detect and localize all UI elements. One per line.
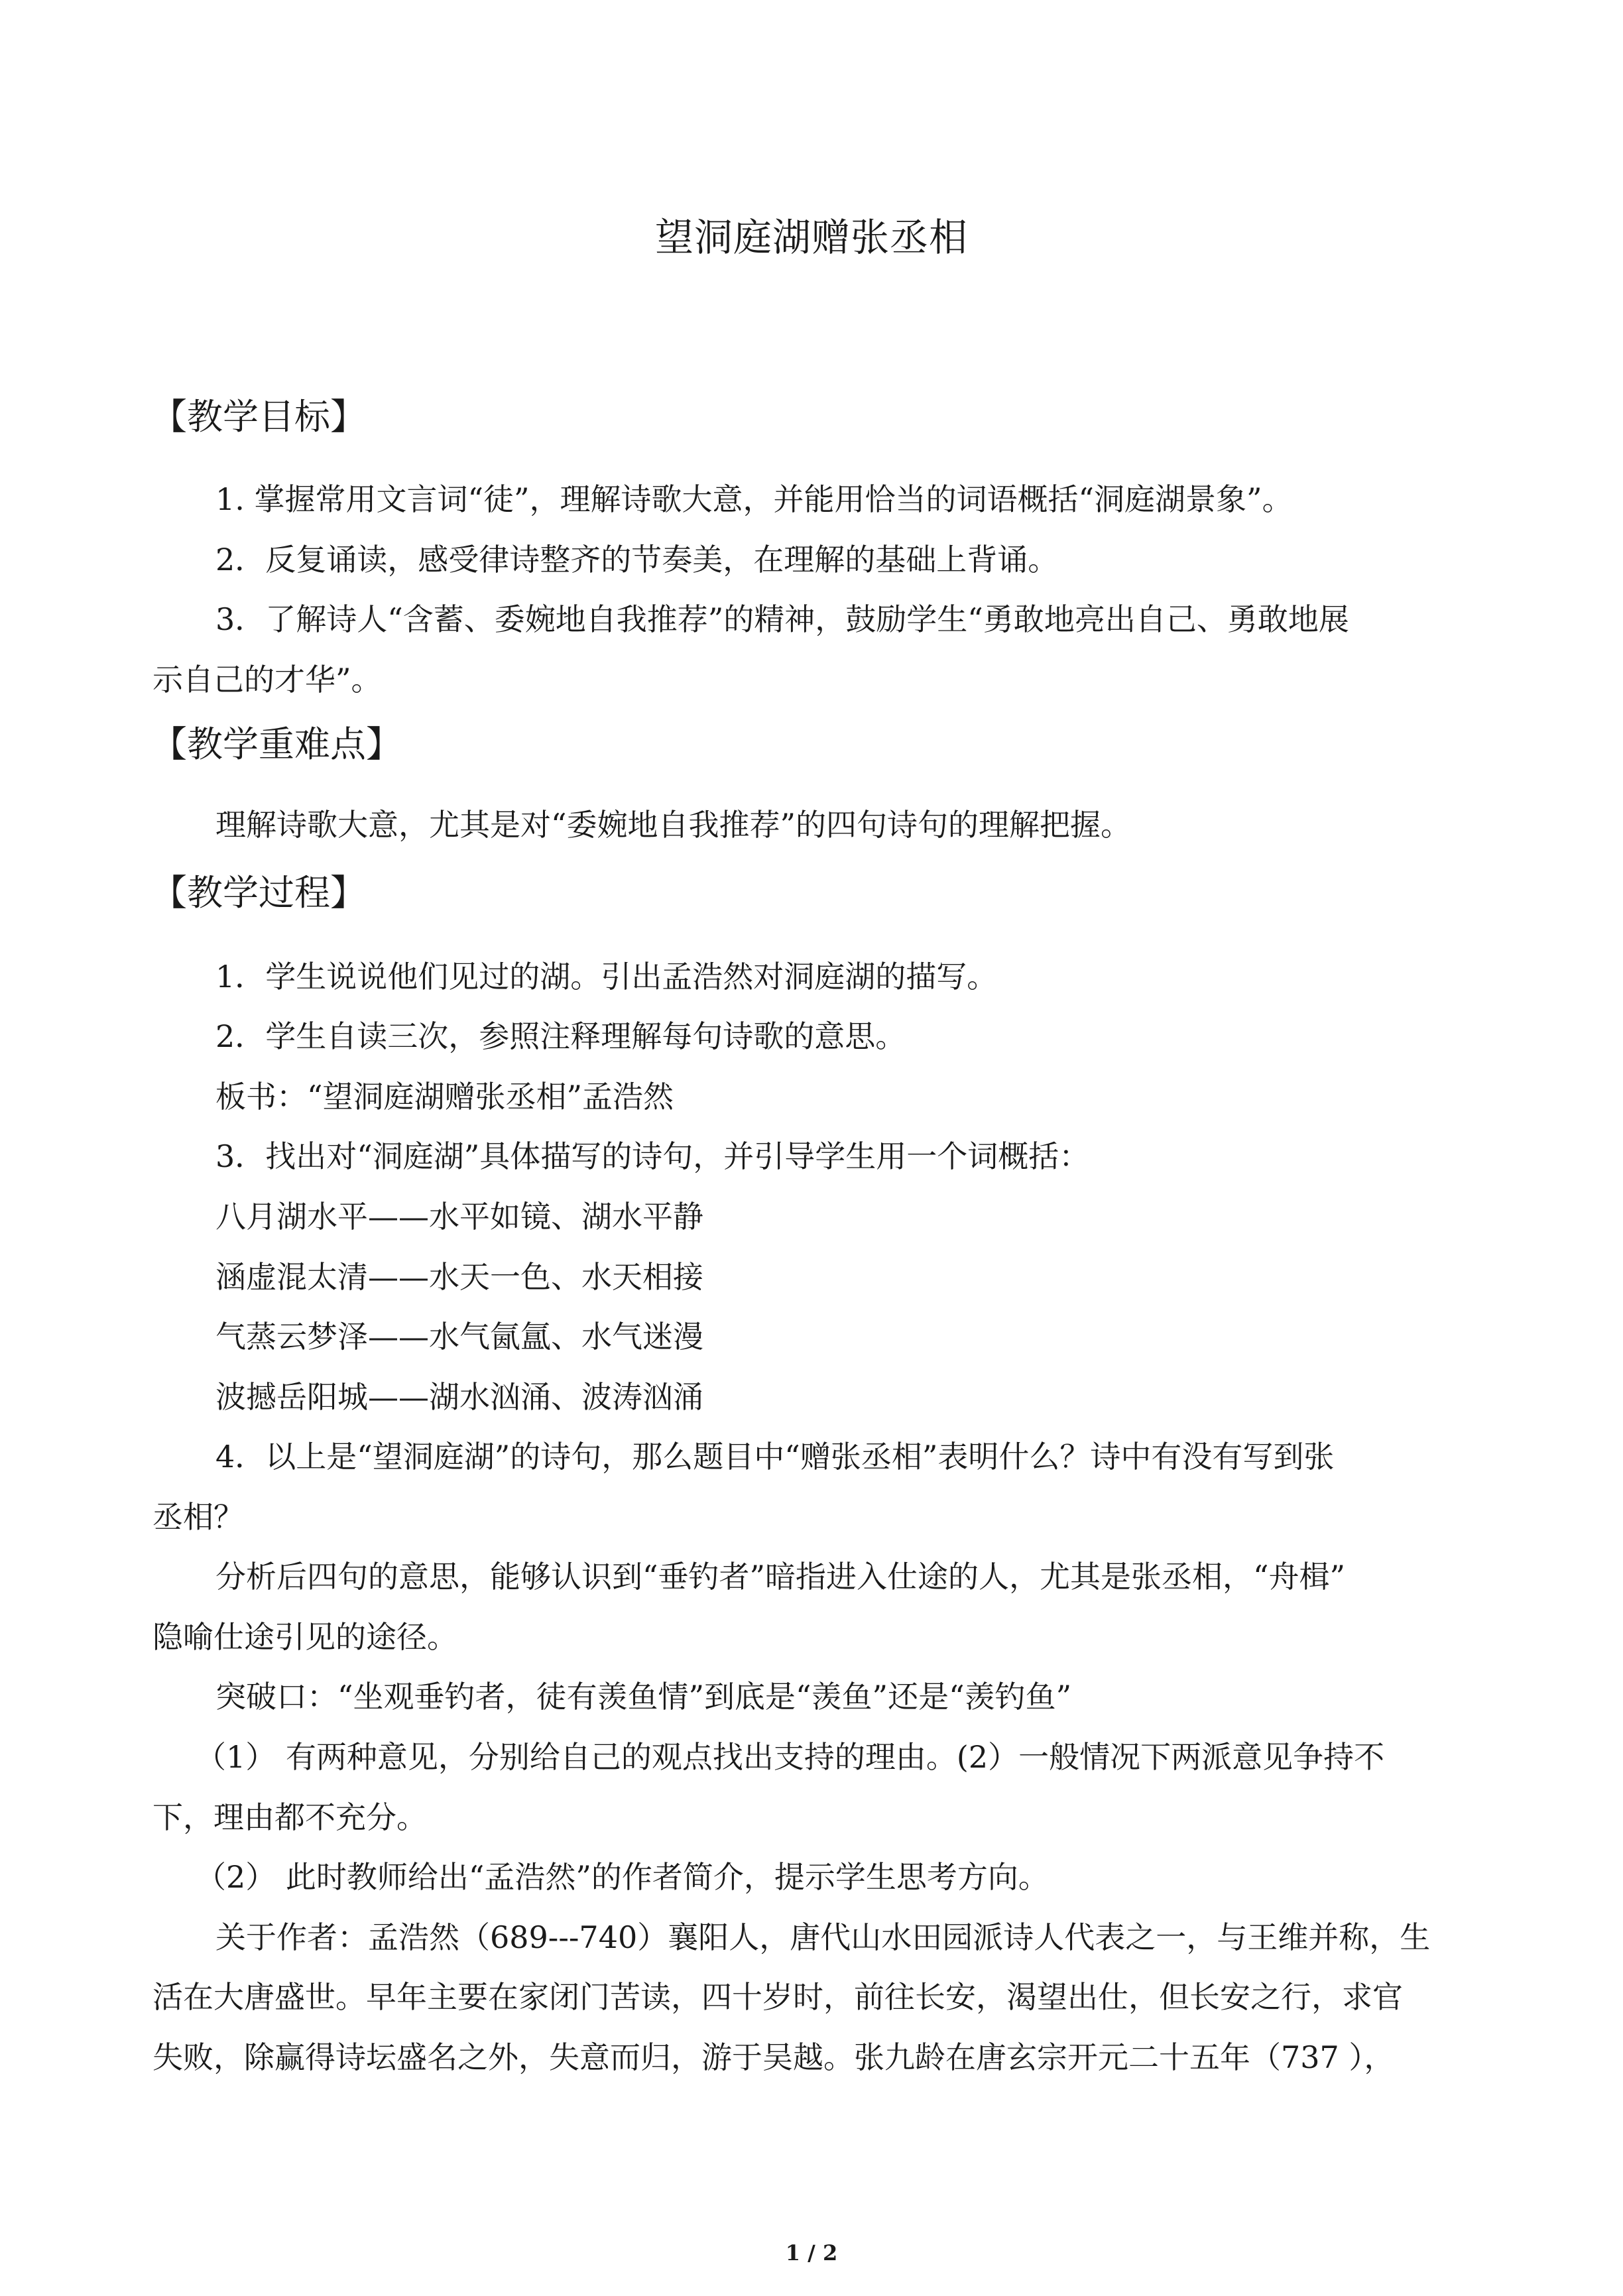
process-line: 波撼岳阳城——湖水汹涌、波涛汹涌 (215, 1379, 703, 1415)
goal-item-3-cont: 示自己的才华”。 (152, 662, 382, 697)
goal-item-3: 3．了解诗人“含蓄、委婉地自我推荐”的精神，鼓励学生“勇敢地亮出自己、勇敢地展 (215, 601, 1349, 637)
process-line: 2．学生自读三次，参照注释理解每句诗歌的意思。 (215, 1018, 906, 1054)
process-line: 关于作者：孟浩然（689---740）襄阳人，唐代山水田园派诗人代表之一，与王维并称，生 (215, 1919, 1431, 1955)
process-line: 分析后四句的意思，能够认识到“垂钓者”暗指进入仕途的人，尤其是张丞相，“舟楫” (215, 1559, 1346, 1595)
process-line: 丞相？ (152, 1499, 244, 1535)
process-line: （1） 有两种意见，分别给自己的观点找出支持的理由。(2）一般情况下两派意见争持不 (196, 1739, 1385, 1775)
process-line: 下，理由都不充分。 (152, 1799, 427, 1835)
process-line: 涵虚混太清——水天一色、水天相接 (215, 1259, 703, 1295)
process-line: 1．学生说说他们见过的湖。引出孟浩然对洞庭湖的描写。 (215, 959, 998, 995)
page-number: 1 / 2 (785, 2240, 838, 2266)
page-title: 望洞庭湖赠张丞相 (654, 215, 968, 260)
section-heading-goals: 【教学目标】 (151, 396, 366, 438)
process-line: 失败，除赢得诗坛盛名之外，失意而归，游于吴越。张九龄在唐玄宗开元二十五年（737 ）， (152, 2039, 1395, 2075)
process-line: 4．以上是“望洞庭湖”的诗句，那么题目中“赠张丞相”表明什么？诗中有没有写到张 (215, 1439, 1335, 1475)
process-line: 3．找出对“洞庭湖”具体描写的诗句，并引导学生用一个词概括： (215, 1138, 1090, 1174)
section-heading-key-points: 【教学重难点】 (151, 723, 402, 765)
process-line: 板书：“望洞庭湖赠张丞相”孟浩然 (215, 1079, 674, 1115)
section-heading-process: 【教学过程】 (151, 872, 366, 914)
process-line: 隐喻仕途引见的途径。 (152, 1619, 457, 1655)
process-line: 气蒸云梦泽——水气氤氲、水气迷漫 (215, 1319, 703, 1355)
goal-item-2: 2．反复诵读，感受律诗整齐的节奏美，在理解的基础上背诵。 (215, 542, 1059, 577)
process-line: 活在大唐盛世。早年主要在家闭门苦读，四十岁时，前往长安，渴望出仕，但长安之行，求官 (152, 1979, 1403, 2015)
process-line: （2） 此时教师给出“孟浩然”的作者简介，提示学生思考方向。 (196, 1859, 1049, 1895)
goal-item-1: 1. 掌握常用文言词“徒”，理解诗歌大意，并能用恰当的词语概括“洞庭湖景象”。 (215, 481, 1293, 517)
process-line: 突破口：“坐观垂钓者，徒有羡鱼情”到底是“羡鱼”还是“羡钓鱼” (215, 1679, 1072, 1715)
process-line: 八月湖水平——水平如镜、湖水平静 (215, 1199, 703, 1235)
key-points-text: 理解诗歌大意，尤其是对“委婉地自我推荐”的四句诗句的理解把握。 (215, 807, 1132, 843)
